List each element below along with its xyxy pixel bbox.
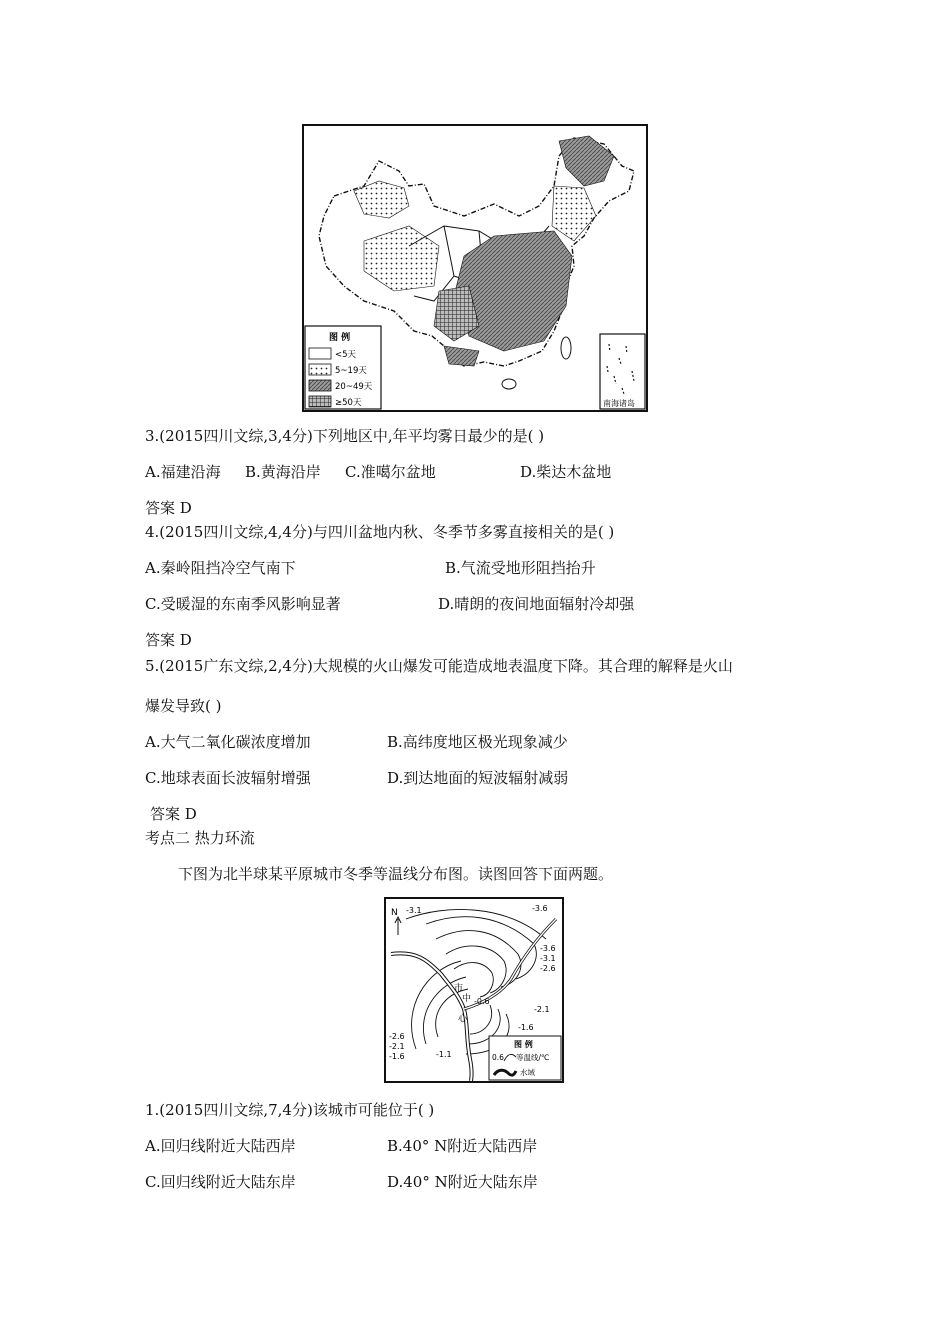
map-legend-item-2: 5~19天 xyxy=(335,366,367,376)
q1-stem: 1.(2015四川文综,7,4分)该城市可能位于( ) xyxy=(145,1101,435,1119)
fog-region-northeast-dots xyxy=(552,186,596,241)
city-char-1: 市 xyxy=(454,984,464,994)
q1-option-c: C.回归线附近大陆东岸 xyxy=(145,1173,296,1191)
iso-legend-water: 水域 xyxy=(520,1068,535,1077)
iso-label-3: -3.6 xyxy=(540,944,556,953)
q5-option-b: B.高纬度地区极光现象减少 xyxy=(387,733,568,751)
south-sea-label: 南海诸岛 xyxy=(603,399,635,408)
iso-label-11: -2.1 xyxy=(389,1042,405,1051)
q1-option-b: B.40° N附近大陆西岸 xyxy=(387,1137,538,1155)
isotherm-map xyxy=(384,897,564,1083)
q4-stem: 4.(2015四川文综,4,4分)与四川盆地内秋、冬季节多雾直接相关的是( ) xyxy=(145,523,615,541)
map-legend-item-3: 20~49天 xyxy=(335,382,373,392)
q4-option-a: A.秦岭阻挡冷空气南下 xyxy=(145,559,296,577)
iso-label-1: -3.1 xyxy=(406,906,422,915)
map-legend-title: 图 例 xyxy=(329,333,351,343)
iso-label-4: -3.1 xyxy=(540,954,556,963)
section-intro: 下图为北半球某平原城市冬季等温线分布图。读图回答下面两题。 xyxy=(178,865,614,883)
iso-label-12: -1.6 xyxy=(389,1052,405,1061)
iso-label-8: -0.6 xyxy=(474,997,490,1006)
q3-option-c: C.准噶尔盆地 xyxy=(345,463,436,481)
q3-option-b: B.黄海沿岸 xyxy=(245,463,321,481)
fog-region-southwest xyxy=(444,346,479,366)
map-legend-item-4: ≥50天 xyxy=(335,398,362,408)
q3-option-d: D.柴达木盆地 xyxy=(520,463,612,481)
q1-option-d: D.40° N附近大陆东岸 xyxy=(387,1173,538,1191)
q3-stem: 3.(2015四川文综,3,4分)下列地区中,年平均雾日最少的是( ) xyxy=(145,427,545,445)
hainan-island xyxy=(502,379,516,389)
q5-stem-line1: 5.(2015广东文综,2,4分)大规模的火山爆发可能造成地表温度下降。其合理的解释是火山 xyxy=(145,657,733,675)
fog-region-east xyxy=(454,231,572,351)
fog-region-northeast xyxy=(559,136,614,186)
china-map-drawing xyxy=(304,126,646,410)
iso-legend-value: 0.6 xyxy=(492,1053,504,1062)
iso-legend-isotherm: 等温线/℃ xyxy=(516,1053,550,1062)
q5-option-a: A.大气二氧化碳浓度增加 xyxy=(145,733,311,751)
q5-answer: 答案 D xyxy=(150,805,197,823)
q5-option-d: D.到达地面的短波辐射减弱 xyxy=(387,769,569,787)
city-char-2: 中 xyxy=(462,994,472,1004)
iso-label-5: -2.6 xyxy=(540,964,556,973)
q1-option-a: A.回归线附近大陆西岸 xyxy=(145,1137,296,1155)
q3-option-a: A.福建沿海 xyxy=(145,463,221,481)
south-sea-inset xyxy=(600,334,645,409)
q4-answer: 答案 D xyxy=(145,631,192,649)
iso-label-2: -3.6 xyxy=(532,904,548,913)
iso-legend-title: 图 例 xyxy=(514,1040,533,1049)
section-title: 考点二 热力环流 xyxy=(145,829,255,847)
fog-days-map xyxy=(302,124,648,412)
isotherm-drawing xyxy=(386,899,562,1081)
map-legend-item-1: <5天 xyxy=(335,350,357,360)
iso-label-7: -1.6 xyxy=(518,1023,534,1032)
q4-option-d: D.晴朗的夜间地面辐射冷却强 xyxy=(438,595,635,613)
q4-option-b: B.气流受地形阻挡抬升 xyxy=(445,559,596,577)
q5-option-c: C.地球表面长波辐射增强 xyxy=(145,769,311,787)
taiwan-island xyxy=(561,337,571,359)
iso-label-10: -2.6 xyxy=(389,1032,405,1041)
fog-region-northwest xyxy=(354,181,409,218)
iso-label-9: -1.1 xyxy=(436,1050,452,1059)
q3-answer: 答案 D xyxy=(145,499,192,517)
q4-option-c: C.受暖湿的东南季风影响显著 xyxy=(145,595,341,613)
north-label: N xyxy=(391,908,398,918)
q5-stem-line2: 爆发导致( ) xyxy=(145,697,222,715)
city-char-3: 心 xyxy=(458,1014,468,1024)
iso-label-6: -2.1 xyxy=(534,1005,550,1014)
